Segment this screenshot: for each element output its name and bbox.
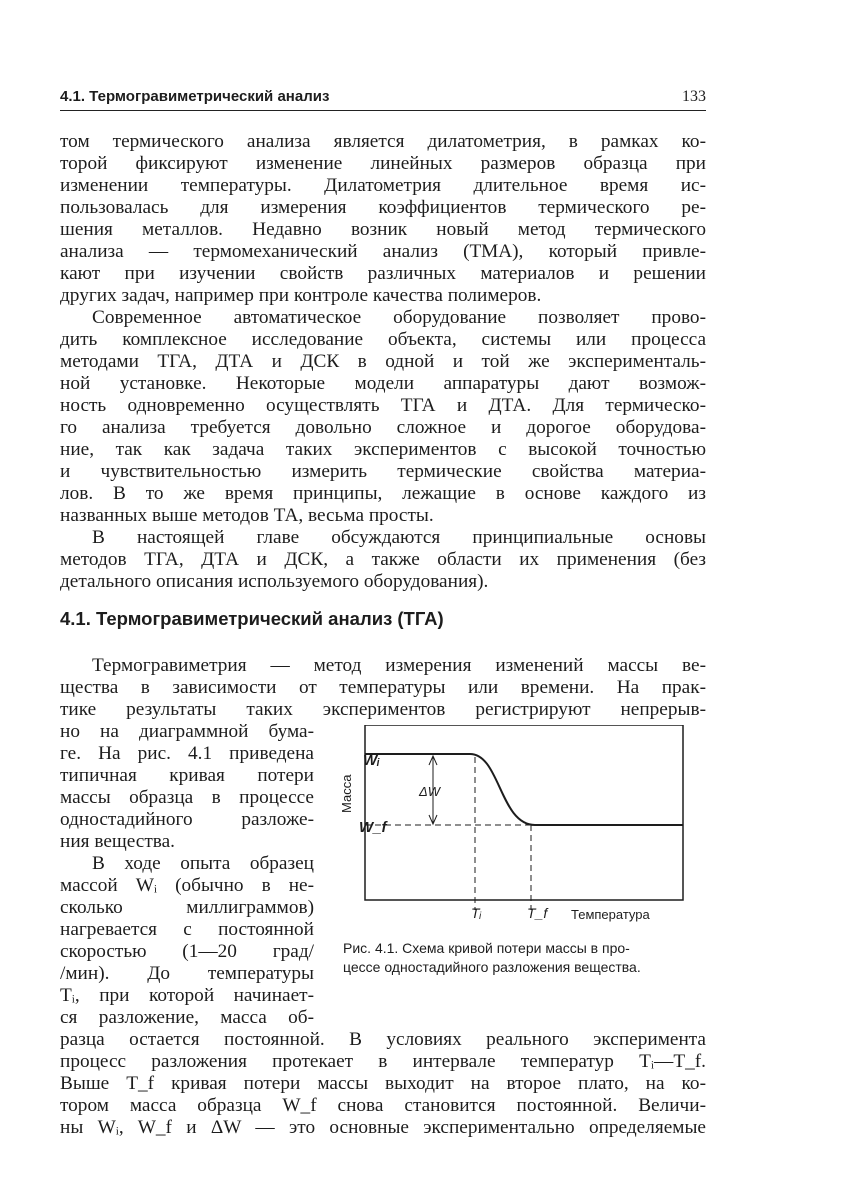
wf-label: W_f bbox=[359, 819, 387, 836]
tf-label: T_f bbox=[527, 905, 548, 921]
text-line: сколько миллиграммов) bbox=[60, 897, 314, 918]
running-title: 4.1. Термогравиметрический анализ bbox=[60, 88, 330, 105]
text-line: лов. В то же время принципы, лежащие в основе каждого из bbox=[60, 483, 706, 504]
text-line: Термогравиметрия — метод измерения изменений массы ве- bbox=[92, 655, 706, 676]
text-line: Tᵢ, при которой начинает- bbox=[60, 985, 314, 1006]
plot-frame bbox=[365, 725, 683, 900]
text-line: шения металлов. Недавно возник новый метод термического bbox=[60, 219, 706, 240]
text-line: процесс разложения протекает в интервале температур Tᵢ—T_f. bbox=[60, 1051, 706, 1072]
running-header bbox=[60, 88, 706, 111]
text-line: разца остается постоянной. В условиях реального эксперимента bbox=[60, 1029, 706, 1050]
caption-line: Рис. 4.1. Схема кривой потери массы в про- bbox=[343, 940, 630, 956]
text-line: В ходе опыта образец bbox=[92, 853, 314, 874]
text-line: типичная кривая потери bbox=[60, 765, 314, 786]
text-line: ся разложение, масса об- bbox=[60, 1007, 314, 1028]
text-line: детального описания используемого оборудования). bbox=[60, 571, 489, 592]
text-line: Современное автоматическое оборудование позволяет прово- bbox=[92, 307, 706, 328]
text-line: но на диаграммной бума- bbox=[60, 721, 314, 742]
page-number: 133 bbox=[682, 88, 706, 105]
text-line: тором масса образца W_f снова становится постоянной. Величи- bbox=[60, 1095, 706, 1116]
text-line: методов ТГА, ДТА и ДСК, а также области их применения (без bbox=[60, 549, 706, 570]
text-line: щества в зависимости от температуры или времени. На прак- bbox=[60, 677, 706, 698]
section-heading: 4.1. Термогравиметрический анализ (ТГА) bbox=[60, 608, 444, 629]
text-line: методами ТГА, ДТА и ДСК в одной и той же эксперименталь- bbox=[60, 351, 706, 372]
text-line: и чувствительностью измерить термические свойства материа- bbox=[60, 461, 706, 482]
figure-caption bbox=[343, 939, 707, 977]
text-line: названных выше методов ТА, весьма просты. bbox=[60, 505, 434, 526]
x-axis-label: Температура bbox=[571, 907, 650, 922]
text-line: В настоящей главе обсуждаются принципиальные основы bbox=[92, 527, 706, 548]
text-line: том термического анализа является дилатометрия, в рамках ко- bbox=[60, 131, 706, 152]
ti-label: Tᵢ bbox=[471, 905, 482, 921]
text-line: го анализа требуется довольно сложное и дорогое оборудова- bbox=[60, 417, 706, 438]
text-line: изменении температуры. Дилатометрия длительное время ис- bbox=[60, 175, 706, 196]
text-line: тике результаты таких экспериментов регистрируют непрерыв- bbox=[60, 699, 706, 720]
figure-4-1 bbox=[335, 725, 707, 980]
text-line: ны Wᵢ, W_f и ΔW — это основные экспериментально определяемые bbox=[60, 1117, 706, 1138]
text-line: ность одновременно осуществлять ТГА и ДТА. Для термическо- bbox=[60, 395, 706, 416]
mass-loss-diagram bbox=[335, 725, 707, 937]
text-line: нагревается с постоянной bbox=[60, 919, 314, 940]
text-line: массой Wᵢ (обычно в не- bbox=[60, 875, 314, 896]
text-line: /мин). До температуры bbox=[60, 963, 314, 984]
text-line: торой фиксируют изменение линейных размеров образца при bbox=[60, 153, 706, 174]
text-line: дить комплексное исследование объекта, системы или процесса bbox=[60, 329, 706, 350]
text-line: ге. На рис. 4.1 приведена bbox=[60, 743, 314, 764]
text-line: анализа — термомеханический анализ (ТМА), который привле- bbox=[60, 241, 706, 262]
wi-label: Wᵢ bbox=[363, 752, 380, 769]
mass-loss-curve bbox=[365, 754, 683, 825]
text-line: пользовалась для измерения коэффициентов термического ре- bbox=[60, 197, 706, 218]
caption-line: цессе одностадийного разложения вещества. bbox=[343, 959, 641, 975]
text-line: одностадийного разложе- bbox=[60, 809, 314, 830]
text-line: других задач, например при контроле качества полимеров. bbox=[60, 285, 542, 306]
delta-w-label: ΔW bbox=[419, 784, 440, 799]
text-line: ние, так как задача таких экспериментов с высокой точностью bbox=[60, 439, 706, 460]
text-line: Выше T_f кривая потери массы выходит на второе плато, на ко- bbox=[60, 1073, 706, 1094]
y-axis-label: Масса bbox=[339, 774, 354, 813]
text-line: скоростью (1—20 град/ bbox=[60, 941, 314, 962]
text-line: ной установке. Некоторые модели аппаратуры дают возмож- bbox=[60, 373, 706, 394]
text-line: массы образца в процессе bbox=[60, 787, 314, 808]
text-line: ния вещества. bbox=[60, 831, 175, 852]
text-line: кают при изучении свойств различных материалов и решении bbox=[60, 263, 706, 284]
